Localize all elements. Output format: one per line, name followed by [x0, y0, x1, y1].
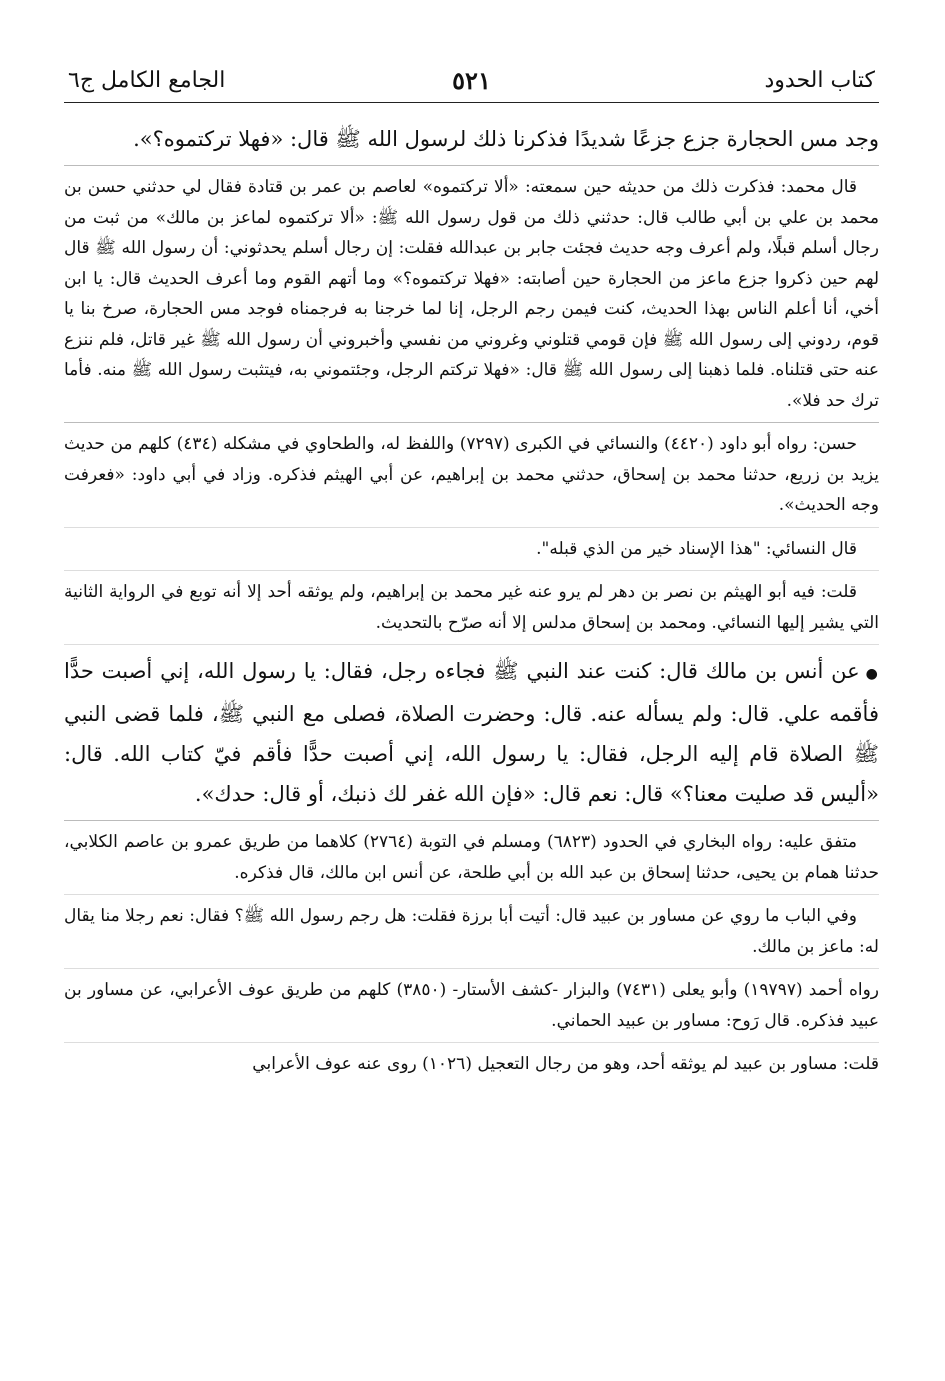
hadith-anas	[64, 651, 879, 814]
page-header	[64, 58, 879, 103]
divider	[64, 894, 879, 895]
divider	[64, 644, 879, 645]
divider	[64, 165, 879, 166]
divider	[64, 527, 879, 528]
page-content	[64, 119, 879, 1080]
takhrij-paragraph: حسن: رواه أبو داود (٤٤٢٠) والنسائي في الكبرى (٧٢٩٧) واللفظ له، والطحاوي في مشكله (٤٣٤) كلهم من حديث يزيد بن زريع، حدثنا محمد بن إسحاق، حدثني محمد بن إبراهيم، عن أبي الهيثم فذكره. وزاد في أبي داود: «فعرفت وجه الحديث».	[64, 434, 879, 515]
takhrij-ahmad: رواه أحمد (١٩٧٩٧) وأبو يعلى (٧٤٣١) والبزار -كشف الأستار- (٣٨٥٠) كلهم من طريق عوف الأعرابي، عن مساور بن عبيد فذكره. قال رَوح: مساور بن عبيد الحماني.	[64, 980, 879, 1031]
hadith-anas-text: عن أنس بن مالك قال: كنت عند النبي ﷺ فجاءه رجل، فقال: يا رسول الله، إني أصبت حدًّا فأقمه علي. قال: ولم يسأله عنه. قال: وحضرت الصلاة، فصلى مع النبي ﷺ، فلما قضى النبي ﷺ الصلاة قام إليه الرجل، فقال: يا رسول الله، إني أصبت حدًّا فأقم فيّ كتاب الله. قال: «أليس قد صليت معنا؟» قال: نعم قال: «فإن الله غفر لك ذنبك، أو قال: حدك».	[64, 659, 879, 806]
divider	[64, 570, 879, 571]
divider	[64, 1042, 879, 1043]
page-number: ٥٢١	[452, 66, 491, 95]
divider	[64, 422, 879, 423]
takhrij-muttafaq: متفق عليه: رواه البخاري في الحدود (٦٨٢٣) ومسلم في التوبة (٢٧٦٤) كلاهما من طريق عمرو بن عاصم الكلابي، حدثنا همام بن يحيى، حدثنا إسحاق بن عبد الله بن أبي طلحة، عن أنس ابن مالك، قال فذكره.	[64, 832, 879, 883]
author-comment-musawir: قلت: مساور بن عبيد لم يوثقه أحد، وهو من رجال التعجيل (١٠٢٦) روى عنه عوف الأعرابي	[252, 1054, 879, 1074]
bullet-icon: ●	[865, 666, 880, 682]
narration-paragraph: قال محمد: فذكرت ذلك من حديثه حين سمعته: «ألا تركتموه» لعاصم بن عمر بن قتادة فقال لي حدثني حسن بن محمد بن علي بن أبي طالب قال: حدثني ذلك من قول رسول الله ﷺ: «ألا تركتموه لماعز بن مالك» من ثبت من رجال أسلم قبلًا، ولم أعرف وجه حديث فجئت جابر بن عبدالله فقلت: إن رجال أسلم يحدثوني: أن رسول الله ﷺ قال لهم حين ذكروا جزع ماعز من الحجارة حين أصابته: «فهلا تركتموه؟» وما أتهم القوم وما أعرف الحديث قال: يا ابن أخي، أنا أعلم الناس بهذا الحديث، كنت فيمن رجم الرجل، إنا لما خرجنا به فرجمناه فوجد مس الحجارة، صرخ بنا يا قوم، ردوني إلى رسول الله ﷺ فإن قومي قتلوني وغروني من نفسي وأخبروني أن رسول الله ﷺ غير قاتل، فلم ننزع عنه حتى قتلناه. فلما ذهبنا إلى رسول الله ﷺ قال: «فهلا تركتم الرجل، وجئتموني به، فيتثبت رسول الله ﷺ منه. فأما ترك حد فلا».	[64, 177, 879, 411]
divider	[64, 820, 879, 821]
nasai-comment: قال النسائي: "هذا الإسناد خير من الذي قبله".	[536, 538, 857, 559]
book-title: كتاب الحدود	[764, 68, 875, 93]
hadith-text-continued: وجد مس الحجارة جزع جزعًا شديدًا فذكرنا ذلك لرسول الله ﷺ قال: «فهلا تركتموه؟».	[133, 127, 879, 151]
fil-bab-paragraph: وفي الباب ما روي عن مساور بن عبيد قال: أتيت أبا برزة فقلت: هل رجم رسول الله ﷺ؟ فقال: نعم رجلا منا يقال له: ماعز بن مالك.	[64, 906, 879, 957]
volume-title: الجامع الكامل ج٦	[68, 68, 226, 93]
divider	[64, 968, 879, 969]
author-comment: قلت: فيه أبو الهيثم بن نصر بن دهر لم يرو عنه غير محمد بن إبراهيم، ولم يوثقه أحد إلا أنه توبع في الرواية الثانية التي يشير إليها النسائي. ومحمد بن إسحاق مدلس إلا أنه صرّح بالتحديث.	[64, 582, 879, 633]
